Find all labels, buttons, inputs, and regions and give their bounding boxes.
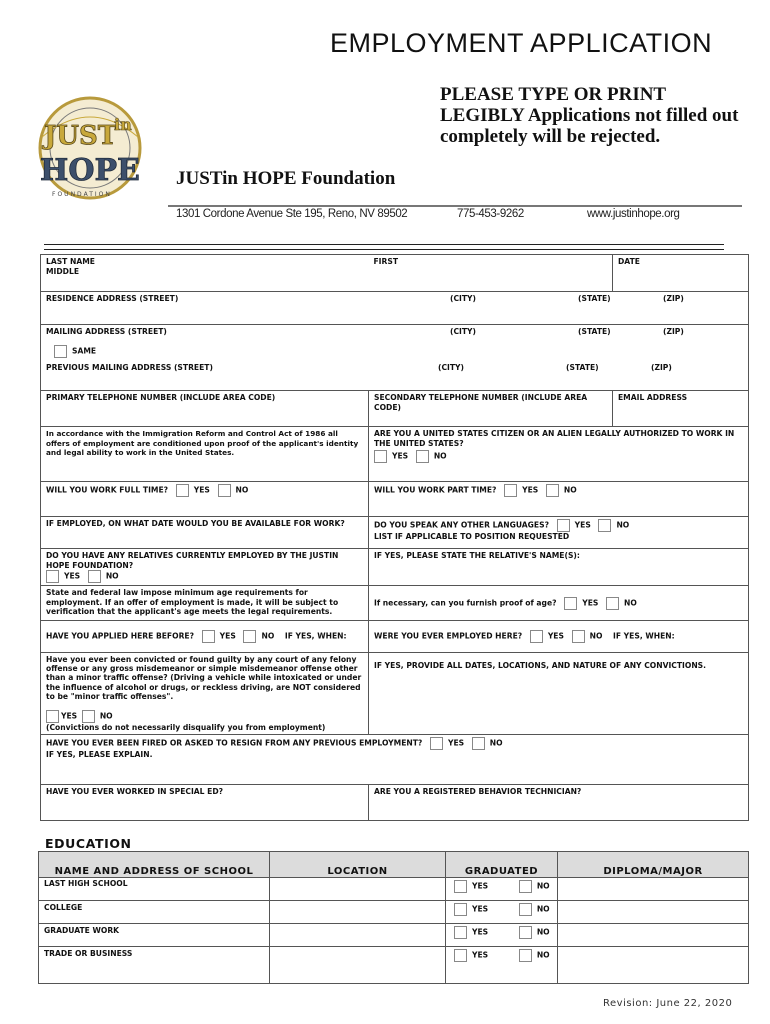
fired-question[interactable] bbox=[41, 735, 749, 785]
college-yes-checkbox[interactable] bbox=[454, 903, 467, 916]
trade-location[interactable] bbox=[270, 947, 446, 984]
special-ed-label: HAVE YOU EVER WORKED IN SPECIAL ED? bbox=[46, 787, 224, 797]
graduated-header: GRADUATED bbox=[446, 852, 558, 878]
convictions-details-label: IF YES, PROVIDE ALL DATES, LOCATIONS, AND NATURE OF ANY CONVICTIONS. bbox=[374, 661, 707, 670]
same-checkbox[interactable] bbox=[54, 345, 67, 358]
age-proof-question bbox=[369, 586, 749, 621]
college-yes-label: YES bbox=[472, 904, 489, 914]
languages-yes-checkbox[interactable] bbox=[557, 519, 570, 532]
applied-when-label: IF YES, WHEN: bbox=[284, 631, 347, 641]
diploma-header: DIPLOMA/MAJOR bbox=[558, 852, 749, 878]
convicted-yes-checkbox[interactable] bbox=[46, 710, 59, 723]
applied-no-label: NO bbox=[261, 631, 275, 641]
graduate-work-yes-checkbox[interactable] bbox=[454, 926, 467, 939]
graduate-work-graduated bbox=[446, 924, 558, 947]
college-no-label: NO bbox=[536, 904, 550, 914]
mailing-city-label: (CITY) bbox=[450, 327, 477, 336]
secondary-phone-field[interactable] bbox=[369, 391, 613, 427]
fired-explain-label: IF YES, PLEASE EXPLAIN. bbox=[46, 750, 153, 760]
page-title: EMPLOYMENT APPLICATION bbox=[330, 28, 713, 58]
org-address: 1301 Cordone Avenue Ste 195, Reno, NV 89502 bbox=[176, 208, 408, 220]
trade-yes-checkbox[interactable] bbox=[454, 949, 467, 962]
middle-name-label: MIDDLE bbox=[46, 266, 80, 276]
part-time-no-label: NO bbox=[563, 485, 577, 495]
employed-yes-label: YES bbox=[547, 631, 564, 641]
education-table bbox=[38, 851, 749, 984]
svg-text:JUST: JUST bbox=[44, 121, 118, 151]
full-time-no-checkbox[interactable] bbox=[218, 484, 231, 497]
citizen-no-checkbox[interactable] bbox=[416, 450, 429, 463]
employed-when-label: IF YES, WHEN: bbox=[613, 631, 675, 641]
primary-phone-label: PRIMARY TELEPHONE NUMBER (INCLUDE AREA CODE) bbox=[46, 393, 276, 402]
svg-text:FOUNDATION: FOUNDATION bbox=[52, 191, 112, 198]
immigration-text: In accordance with the Immigration Reform and Control Act of 1986 all offers of employment are conditioned upon proof of the applicant's identity and legal ability to work in the United States. bbox=[46, 429, 359, 457]
header-divider bbox=[168, 205, 742, 207]
email-label: EMAIL ADDRESS bbox=[618, 393, 688, 402]
previous-state-label: (STATE) bbox=[566, 362, 599, 372]
college-graduated bbox=[446, 901, 558, 924]
graduate-work-label: GRADUATE WORK bbox=[44, 926, 120, 935]
employed-yes-checkbox[interactable] bbox=[530, 630, 543, 643]
mailing-address-field[interactable] bbox=[41, 325, 749, 361]
mailing-label: MAILING ADDRESS (STREET) bbox=[46, 327, 167, 336]
trade-no-label: NO bbox=[536, 950, 550, 960]
trade-diploma[interactable] bbox=[558, 947, 749, 984]
fired-yes-label: YES bbox=[447, 738, 465, 748]
applied-before-question bbox=[41, 621, 369, 653]
relatives-yes-checkbox[interactable] bbox=[46, 570, 59, 583]
relatives-names-field[interactable] bbox=[369, 549, 749, 586]
relatives-no-checkbox[interactable] bbox=[88, 570, 101, 583]
high-school-no-checkbox[interactable] bbox=[519, 880, 532, 893]
revision-date: Revision: June 22, 2020 bbox=[603, 998, 733, 1009]
relatives-no-label: NO bbox=[105, 571, 119, 581]
citizen-yes-checkbox[interactable] bbox=[374, 450, 387, 463]
date-cell[interactable] bbox=[613, 255, 749, 292]
high-school-no-label: NO bbox=[536, 881, 550, 891]
high-school-yes-checkbox[interactable] bbox=[454, 880, 467, 893]
full-time-label: WILL YOU WORK FULL TIME? bbox=[46, 485, 169, 495]
organization-name: JUSTin HOPE Foundation bbox=[176, 168, 396, 189]
svg-text:HOPE: HOPE bbox=[40, 153, 140, 188]
residence-city-label: (CITY) bbox=[450, 294, 477, 303]
citizen-label: ARE YOU A UNITED STATES CITIZEN OR AN ALIEN LEGALLY AUTHORIZED TO WORK IN THE UNITED STATES? bbox=[374, 429, 735, 448]
age-proof-yes-checkbox[interactable] bbox=[564, 597, 577, 610]
college-label: COLLEGE bbox=[44, 903, 83, 912]
form-top-rule-2 bbox=[44, 249, 724, 250]
date-label: DATE bbox=[618, 257, 640, 266]
languages-yes-label: YES bbox=[574, 520, 591, 530]
high-school-diploma[interactable] bbox=[558, 878, 749, 901]
form-top-rule bbox=[44, 244, 724, 245]
full-time-question bbox=[41, 482, 369, 517]
education-title: EDUCATION bbox=[45, 836, 132, 851]
age-proof-label: If necessary, can you furnish proof of age? bbox=[374, 598, 557, 607]
high-school-yes-label: YES bbox=[472, 881, 489, 891]
trade-field[interactable] bbox=[39, 947, 270, 984]
mailing-state-label: (STATE) bbox=[578, 327, 611, 336]
residence-label: RESIDENCE ADDRESS (STREET) bbox=[46, 294, 179, 303]
first-name-label: FIRST bbox=[373, 257, 399, 266]
relatives-question bbox=[41, 549, 369, 586]
graduate-work-yes-label: YES bbox=[472, 927, 489, 937]
age-req-text: State and federal law impose minimum age requirements for employment. If an offer of employment is made, it will be subject to verification that the applicant's age meets the legal requirements. bbox=[46, 588, 339, 616]
part-time-question bbox=[369, 482, 749, 517]
part-time-yes-checkbox[interactable] bbox=[504, 484, 517, 497]
age-proof-yes-label: YES bbox=[582, 598, 599, 607]
part-time-yes-label: YES bbox=[522, 485, 539, 495]
college-no-checkbox[interactable] bbox=[519, 903, 532, 916]
applied-yes-label: YES bbox=[219, 631, 236, 641]
convicted-text: Have you ever been convicted or found guilty by any court of any felony offense or any gross misdemeanor or simple misdemeanor offense other than a minor traffic offense? (Driving a vehicle while intoxicated or under the influence of alcohol or drugs, or reckless driving, are NOT considered to be "minor traffic offenses". bbox=[46, 655, 362, 701]
citizen-no-label: NO bbox=[433, 451, 447, 461]
fired-no-checkbox[interactable] bbox=[472, 737, 485, 750]
primary-phone-field[interactable] bbox=[41, 391, 369, 427]
trade-label: TRADE OR BUSINESS bbox=[44, 949, 133, 958]
graduate-work-location[interactable] bbox=[270, 924, 446, 947]
previous-label: PREVIOUS MAILING ADDRESS (STREET) bbox=[46, 362, 213, 372]
full-time-yes-label: YES bbox=[193, 485, 210, 495]
citizen-yes-label: YES bbox=[392, 451, 409, 461]
employed-no-checkbox[interactable] bbox=[572, 630, 585, 643]
applied-no-checkbox[interactable] bbox=[243, 630, 256, 643]
employed-no-label: NO bbox=[589, 631, 603, 641]
notice-text: PLEASE TYPE OR PRINT LEGIBLY Applications not filled out completely will be rejected. bbox=[440, 84, 739, 147]
relatives-label: DO YOU HAVE ANY RELATIVES CURRENTLY EMPLOYED BY THE JUSTIN HOPE FOUNDATION? bbox=[46, 551, 339, 570]
mailing-zip-label: (ZIP) bbox=[663, 327, 684, 336]
previous-address-field[interactable] bbox=[41, 361, 749, 391]
employed-before-label: WERE YOU EVER EMPLOYED HERE? bbox=[374, 631, 523, 641]
convicted-no-label: NO bbox=[99, 711, 113, 721]
high-school-label: LAST HIGH SCHOOL bbox=[44, 879, 128, 888]
relatives-names-label: IF YES, PLEASE STATE THE RELATIVE'S NAME(S): bbox=[374, 551, 580, 560]
convictions-details-field[interactable] bbox=[369, 653, 749, 735]
relatives-yes-label: YES bbox=[64, 571, 81, 581]
convicted-question bbox=[41, 653, 369, 735]
high-school-graduated bbox=[446, 878, 558, 901]
application-form bbox=[40, 254, 749, 821]
school-header: NAME AND ADDRESS OF SCHOOL bbox=[39, 852, 270, 878]
college-diploma[interactable] bbox=[558, 901, 749, 924]
immigration-notice bbox=[41, 427, 369, 482]
age-requirement-notice bbox=[41, 586, 369, 621]
last-name-label: LAST NAME bbox=[46, 257, 95, 266]
applied-before-label: HAVE YOU APPLIED HERE BEFORE? bbox=[46, 631, 195, 641]
fired-label: HAVE YOU EVER BEEN FIRED OR ASKED TO RESIGN FROM ANY PREVIOUS EMPLOYMENT? bbox=[46, 738, 423, 748]
trade-graduated bbox=[446, 947, 558, 984]
high-school-field[interactable] bbox=[39, 878, 270, 901]
residence-address-field[interactable] bbox=[41, 292, 749, 325]
residence-state-label: (STATE) bbox=[578, 294, 611, 303]
convictions-note: (Convictions do not necessarily disqualify you from employment) bbox=[46, 723, 326, 733]
trade-yes-label: YES bbox=[472, 950, 489, 960]
org-phone: 775-453-9262 bbox=[457, 208, 524, 220]
rbt-field[interactable] bbox=[369, 785, 749, 821]
rbt-label: ARE YOU A REGISTERED BEHAVIOR TECHNICIAN? bbox=[374, 787, 582, 797]
foundation-logo bbox=[30, 92, 148, 204]
languages-label: DO YOU SPEAK ANY OTHER LANGUAGES? bbox=[374, 520, 549, 530]
previous-city-label: (CITY) bbox=[438, 362, 465, 372]
languages-field[interactable] bbox=[369, 517, 749, 549]
svg-text:in: in bbox=[114, 115, 132, 134]
part-time-no-checkbox[interactable] bbox=[546, 484, 559, 497]
secondary-phone-label: SECONDARY TELEPHONE NUMBER (INCLUDE AREA CODE) bbox=[374, 393, 588, 412]
employed-before-question bbox=[369, 621, 749, 653]
full-time-no-label: NO bbox=[235, 485, 249, 495]
graduate-work-field[interactable] bbox=[39, 924, 270, 947]
citizen-question bbox=[369, 427, 749, 482]
residence-zip-label: (ZIP) bbox=[663, 294, 684, 303]
fired-yes-checkbox[interactable] bbox=[430, 737, 443, 750]
email-field[interactable] bbox=[613, 391, 749, 427]
full-time-yes-checkbox[interactable] bbox=[176, 484, 189, 497]
graduate-work-no-label: NO bbox=[536, 927, 550, 937]
applied-yes-checkbox[interactable] bbox=[202, 630, 215, 643]
previous-zip-label: (ZIP) bbox=[651, 362, 672, 372]
convicted-no-checkbox[interactable] bbox=[82, 710, 95, 723]
name-cell[interactable] bbox=[41, 255, 369, 292]
part-time-label: WILL YOU WORK PART TIME? bbox=[374, 485, 497, 495]
languages-no-checkbox[interactable] bbox=[598, 519, 611, 532]
convicted-yes-label: YES bbox=[61, 711, 78, 721]
start-date-field[interactable] bbox=[41, 517, 369, 549]
fired-no-label: NO bbox=[489, 738, 503, 748]
age-proof-no-checkbox[interactable] bbox=[606, 597, 619, 610]
graduate-work-no-checkbox[interactable] bbox=[519, 926, 532, 939]
same-label: SAME bbox=[72, 346, 97, 356]
age-proof-no-label: NO bbox=[624, 598, 637, 607]
start-date-label: IF EMPLOYED, ON WHAT DATE WOULD YOU BE AVAILABLE FOR WORK? bbox=[46, 519, 345, 528]
college-field[interactable] bbox=[39, 901, 270, 924]
special-ed-field[interactable] bbox=[41, 785, 369, 821]
high-school-location[interactable] bbox=[270, 878, 446, 901]
languages-no-label: NO bbox=[616, 520, 630, 530]
graduate-work-diploma[interactable] bbox=[558, 924, 749, 947]
trade-no-checkbox[interactable] bbox=[519, 949, 532, 962]
first-name-cell[interactable] bbox=[369, 255, 613, 292]
org-website: www.justinhope.org bbox=[587, 208, 680, 220]
location-header: LOCATION bbox=[270, 852, 446, 878]
college-location[interactable] bbox=[270, 901, 446, 924]
languages-list-label: LIST IF APPLICABLE TO POSITION REQUESTED bbox=[374, 532, 570, 541]
